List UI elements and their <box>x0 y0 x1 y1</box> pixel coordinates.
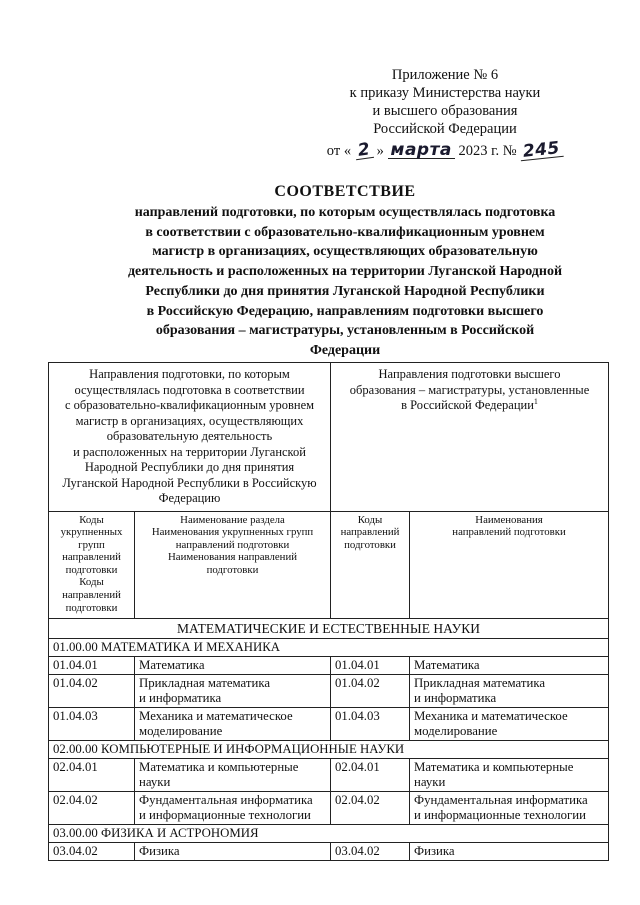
header-right-line: Направления подготовки высшего <box>378 367 561 381</box>
name-line: моделирование <box>414 723 498 738</box>
subtitle-line: Федерации <box>309 342 381 358</box>
name-old-cell <box>135 707 331 740</box>
subheader-line: подготовки <box>206 563 259 576</box>
document-title-block <box>95 182 595 361</box>
table-row <box>49 674 609 707</box>
name-line: науки <box>139 774 171 789</box>
subheader-codes-new <box>331 511 410 618</box>
table-row <box>49 707 609 740</box>
subtitle-line: направлений подготовки, по которым осуществлялась подготовка <box>134 205 556 220</box>
date-mid: » <box>376 143 384 159</box>
group-row <box>49 740 609 758</box>
subheader-line: Коды <box>79 576 104 589</box>
date-year: 2023 г. № <box>458 143 517 159</box>
name-line: и информатика <box>414 690 497 705</box>
subheader-codes-groups <box>49 511 135 618</box>
name-line: и информационные технологии <box>414 807 586 822</box>
name-new-cell <box>410 791 609 824</box>
name-new-cell <box>410 674 609 707</box>
handwritten-month: марта <box>388 143 455 159</box>
code-new-cell: 03.04.02 <box>331 842 410 860</box>
subheader-line: подготовки <box>65 563 118 576</box>
appendix-block <box>300 66 590 160</box>
code-old-cell: 01.04.03 <box>49 707 135 740</box>
header-left-line: Народной Республики до дня принятия <box>84 460 295 474</box>
name-new-cell <box>410 707 609 740</box>
name-line: Физика <box>139 843 180 858</box>
table-row <box>49 842 609 860</box>
name-line: Математика и компьютерные <box>139 759 299 774</box>
header-left-line: и расположенных на территории Луганской <box>73 444 306 459</box>
header-left-line: Направления подготовки, по которым <box>89 367 290 381</box>
name-line: науки <box>414 774 446 789</box>
document-subtitle <box>95 203 595 361</box>
code-old-cell: 01.04.02 <box>49 674 135 707</box>
subheader-line: Коды <box>79 513 104 526</box>
header-left-line: образовательную деятельность <box>106 429 273 443</box>
name-old-cell <box>135 842 331 860</box>
subheader-line: Коды <box>357 513 383 526</box>
header-right-cell <box>331 363 609 512</box>
header-left-line: магистр в организациях, осуществляющих <box>75 413 304 428</box>
name-old-cell <box>135 791 331 824</box>
table-row <box>49 791 609 824</box>
subheader-line: укрупненных <box>60 526 123 539</box>
name-line: и информационные технологии <box>139 807 311 822</box>
code-old-cell: 01.04.01 <box>49 656 135 674</box>
name-new-cell <box>410 758 609 791</box>
header-left-cell <box>49 363 331 512</box>
subheader-line: подготовки <box>65 601 118 614</box>
code-old-cell: 02.04.02 <box>49 791 135 824</box>
header-right-line: в Российской Федерации$^1$ <box>401 396 538 412</box>
subtitle-line: магистр в организациях, осуществляющих образовательную <box>152 244 538 260</box>
subheader-names-sections <box>135 511 331 618</box>
name-line: Прикладная математика <box>414 675 546 690</box>
subheader-line: групп <box>78 538 105 551</box>
name-old-cell <box>135 674 331 707</box>
code-old-cell: 02.04.01 <box>49 758 135 791</box>
handwritten-order-number: 245 <box>519 141 563 161</box>
code-old-cell: 03.04.02 <box>49 842 135 860</box>
subheader-line: направлений подготовки <box>452 526 566 539</box>
subheader-line: Наименование раздела <box>180 513 285 526</box>
code-new-cell: 02.04.02 <box>331 791 410 824</box>
name-line: Фундаментальная информатика <box>139 792 313 807</box>
group-row <box>49 824 609 842</box>
document-title: СООТВЕТСТВИЕ <box>274 183 416 200</box>
group-title: 03.00.00 ФИЗИКА И АСТРОНОМИЯ <box>49 824 609 842</box>
name-line: Механика и математическое <box>139 708 293 723</box>
subheader-names-new <box>410 511 609 618</box>
footnote-mark: 1 <box>533 396 538 406</box>
appendix-line: Российской Федерации <box>373 121 517 137</box>
name-line: моделирование <box>139 723 223 738</box>
name-line: и информатика <box>139 690 222 705</box>
subheader-line: Наименования <box>475 513 543 526</box>
header-left-line: Федерацию <box>158 491 221 505</box>
name-line: Прикладная математика <box>139 675 271 690</box>
name-line: Физика <box>414 843 455 858</box>
section-title: МАТЕМАТИЧЕСКИЕ И ЕСТЕСТВЕННЫЕ НАУКИ <box>49 618 609 638</box>
subtitle-line: Республики до дня принятия Луганской Народной Республики <box>145 283 545 299</box>
group-title: 01.00.00 МАТЕМАТИКА И МЕХАНИКА <box>49 638 609 656</box>
table-header-row <box>49 363 609 512</box>
header-left-line: Луганской Народной Республики в Российскую <box>62 475 317 490</box>
subheader-line: направлений <box>340 526 400 539</box>
subheader-line: подготовки <box>344 538 396 551</box>
table-row <box>49 758 609 791</box>
subheader-line: направлений <box>62 551 121 564</box>
subheader-line: Наименования укрупненных групп <box>151 526 314 539</box>
subtitle-line: образования – магистратуры, установленным в Российской <box>155 323 535 339</box>
group-row <box>49 638 609 656</box>
name-old-cell <box>135 656 331 674</box>
correspondence-table <box>48 362 609 861</box>
header-right-line: образования – магистратуры, установленные <box>349 382 590 397</box>
subheader-line: направлений подготовки <box>175 538 290 551</box>
header-left-line: с образовательно-квалификационным уровнем <box>64 398 315 412</box>
table-row <box>49 656 609 674</box>
name-line: Математика и компьютерные <box>414 759 574 774</box>
appendix-line: и высшего образования <box>372 103 518 119</box>
subtitle-line: деятельность и расположенных на территории Луганской Народной <box>127 264 563 280</box>
group-title: 02.00.00 КОМПЬЮТЕРНЫЕ И ИНФОРМАЦИОННЫЕ НАУКИ <box>49 740 609 758</box>
name-line: Механика и математическое <box>414 708 568 723</box>
code-new-cell: 01.04.03 <box>331 707 410 740</box>
name-line: Фундаментальная информатика <box>414 792 588 807</box>
date-prefix: от « <box>326 143 352 159</box>
order-date-line <box>300 138 590 162</box>
code-new-cell: 01.04.01 <box>331 656 410 674</box>
code-new-cell: 02.04.01 <box>331 758 410 791</box>
code-new-cell: 01.04.02 <box>331 674 410 707</box>
subtitle-line: в Российскую Федерацию, направлениям подготовки высшего <box>146 303 544 319</box>
section-row <box>49 618 609 638</box>
handwritten-day: 2 <box>354 142 374 160</box>
name-new-cell <box>410 656 609 674</box>
appendix-line: Приложение № 6 <box>391 67 499 83</box>
subheader-line: Наименования направлений <box>168 551 298 564</box>
name-line: Математика <box>414 657 480 672</box>
name-old-cell <box>135 758 331 791</box>
header-left-line: осуществлялась подготовка в соответствии <box>74 382 305 397</box>
name-new-cell <box>410 842 609 860</box>
appendix-line: к приказу Министерства науки <box>349 85 541 101</box>
subheader-line: направлений <box>62 589 121 602</box>
subtitle-line: в соответствии с образовательно-квалификационным уровнем <box>145 224 545 240</box>
name-line: Математика <box>139 657 205 672</box>
table-subheader-row <box>49 511 609 618</box>
